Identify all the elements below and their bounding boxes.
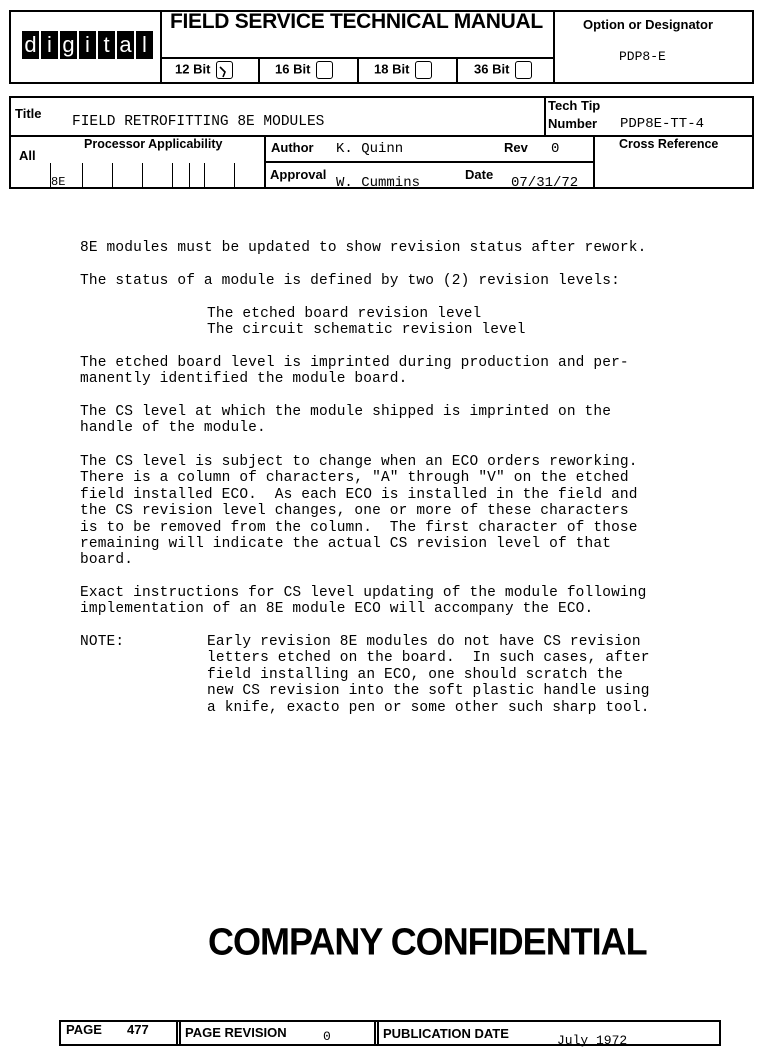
rev-value: 0 [551, 141, 560, 157]
page-value: 477 [127, 1022, 149, 1037]
body-paragraph: The CS level is subject to change when an ECO orders reworking. There is a column of characters, "A" through "V" on the etched field installed ECO. As each ECO is installed in the field and the CS revision level changes, one or more of these characters is to be removed from the column. The first character of those remaining will indicate the actual CS revision level of that board. [80, 454, 638, 569]
checkbox-icon [415, 61, 432, 79]
tech-tip-label: Tech Tip [548, 98, 601, 113]
note-text: Early revision 8E modules do not have CS revision letters etched on the board. In such cases, after field installing an ECO, one should scratch the new CS revision into the soft plastic handle using a knife, exacto pen or some other such sharp tool. [207, 634, 650, 716]
bit-divider-1 [258, 57, 260, 84]
logo-letter: d [22, 31, 39, 59]
author-label: Author [271, 140, 314, 155]
bit-option-label: 16 Bit [275, 61, 311, 77]
title-value: FIELD RETROFITTING 8E MODULES [72, 114, 325, 130]
logo-letter: a [117, 31, 134, 59]
option-designator-value: PDP8-E [619, 49, 666, 64]
processor-column [112, 163, 113, 188]
author-value: K. Quinn [336, 141, 404, 157]
processor-applicability-label: Processor Applicability [84, 137, 223, 151]
footer-divider-1 [176, 1020, 178, 1046]
approval-value: W. Cummins [336, 175, 421, 191]
logo-letter: i [41, 31, 58, 59]
bit-option-16 [275, 61, 333, 79]
logo-letter: t [98, 31, 115, 59]
bit-divider-3 [456, 57, 458, 84]
bit-option-12 [175, 61, 233, 79]
processor-column [50, 163, 51, 188]
footer-divider-2 [374, 1020, 376, 1046]
date-label: Date [465, 167, 494, 182]
body-paragraph: The etched board level is imprinted during production and per- manently identified the module board. [80, 355, 629, 388]
all-label: All [19, 148, 36, 163]
body-paragraph: The status of a module is defined by two (2) revision levels: [80, 273, 620, 289]
page-revision-value: 0 [323, 1029, 331, 1044]
title-label: Title [15, 106, 42, 121]
processor-column [204, 163, 205, 188]
processor-column [189, 163, 190, 188]
page-revision-label: PAGE REVISION [185, 1025, 287, 1040]
digital-logo [22, 31, 155, 59]
processor-column [82, 163, 83, 188]
info-divider-author [264, 161, 595, 163]
bit-divider-2 [357, 57, 359, 84]
footer-divider-2b [377, 1020, 379, 1046]
list-item: The circuit schematic revision level [207, 322, 526, 338]
logo-letter: g [60, 31, 77, 59]
checkbox-icon [515, 61, 532, 79]
date-value: 07/31/72 [511, 175, 579, 191]
header-divider-right [553, 10, 555, 84]
checkbox-checked-icon [216, 61, 233, 79]
approval-label: Approval [270, 167, 327, 182]
bit-option-18 [374, 61, 432, 79]
publication-date-value: July 1972 [557, 1033, 628, 1048]
company-confidential-stamp: COMPANY CONFIDENTIAL [208, 919, 647, 963]
body-paragraph: The CS level at which the module shipped is imprinted on the handle of the module. [80, 404, 612, 437]
page-label: PAGE [66, 1022, 102, 1037]
checkbox-icon [316, 61, 333, 79]
note-label: NOTE: [80, 634, 125, 650]
bit-option-label: 36 Bit [474, 61, 510, 77]
logo-letter: i [79, 31, 96, 59]
info-divider-techtip [544, 96, 546, 137]
manual-title: FIELD SERVICE TECHNICAL MANUAL [170, 10, 543, 33]
list-item: The etched board revision level [207, 306, 482, 322]
tech-tip-number-label: Number [548, 116, 598, 131]
header-divider-left [160, 10, 162, 84]
cross-reference-label: Cross Reference [619, 137, 719, 151]
bit-option-label: 12 Bit [175, 61, 211, 77]
footer-divider-1b [179, 1020, 181, 1046]
rev-label: Rev [504, 140, 528, 155]
processor-column [234, 163, 235, 188]
bit-option-36 [474, 61, 532, 79]
body-paragraph: Exact instructions for CS level updating of the module following implementation of an 8E module ECO will accompany the ECO. [80, 585, 647, 618]
bit-option-label: 18 Bit [374, 61, 410, 77]
publication-date-label: PUBLICATION DATE [383, 1026, 509, 1041]
body-paragraph: 8E modules must be updated to show revision status after rework. [80, 240, 647, 256]
option-designator-label: Option or Designator [583, 17, 713, 32]
processor-column [142, 163, 143, 188]
tech-tip-value: PDP8E-TT-4 [620, 116, 705, 132]
processor-column [172, 163, 173, 188]
processor-value: 8E [51, 175, 66, 189]
logo-letter: l [136, 31, 153, 59]
